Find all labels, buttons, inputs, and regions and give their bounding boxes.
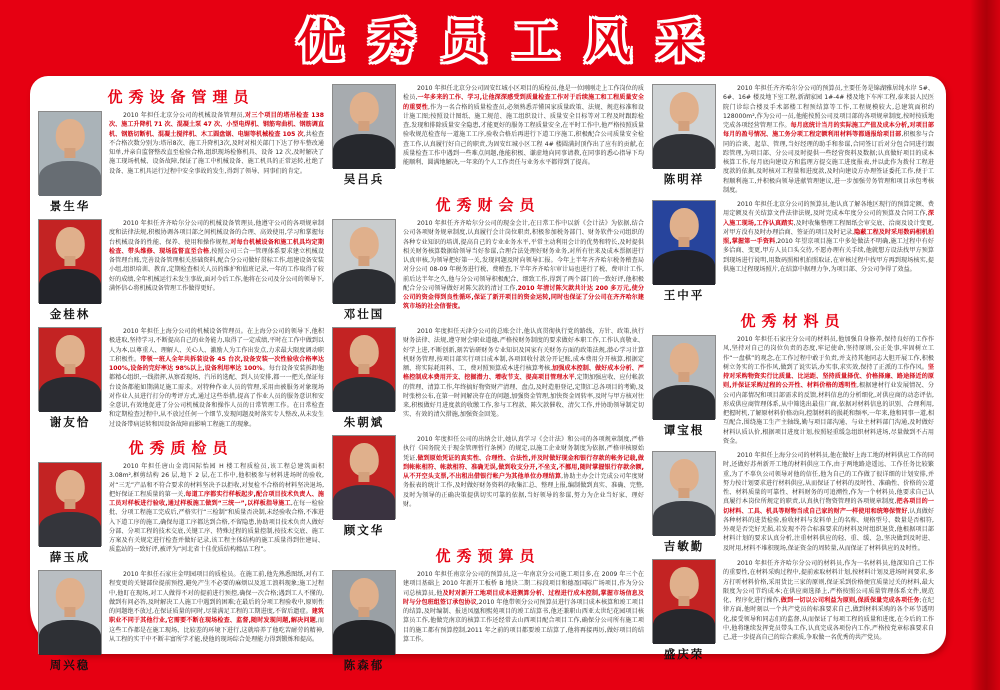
employee-description — [723, 200, 934, 303]
employee-photo-block — [38, 462, 102, 565]
employee-entry — [652, 84, 934, 195]
body-text: 2010 年担任齐齐哈尔分公司的预算员,主要任务是锦湖雅居纯水岸 5#、6#、16# 楼及地下室工程,新湖家园 1#-4# 楼及地下车库工程,泰来县人民医院门诊综合楼及手术部楼工程预结算等工作,工程规模较大,总建筑面积约 128000m²,作为公司一员,他能按照公司及项目部的各项规章制度,按时按质地完成各项经营管理工作。 — [723, 85, 934, 129]
body-text: 2010 年担任齐齐哈尔分公司的机械设备管理员,他遵守公司的各项规章制度和法律法规,积极协调各项目部之间机械设备的合理、高效使用,学习和掌握每台机械设备的性能、保养、使用和操作规程, — [109, 220, 324, 246]
employee-description — [403, 84, 644, 187]
employee-photo-block — [38, 327, 102, 430]
portrait-neck-shape — [678, 596, 689, 606]
employee-entry — [652, 335, 934, 446]
employee-name: 谭宝根 — [663, 423, 705, 437]
employee-entry — [38, 219, 324, 322]
section-header: 优秀质检员 — [128, 439, 234, 457]
portrait-torso-shape — [653, 385, 715, 419]
right-edge-strip — [970, 0, 1000, 690]
highlighted-text: 带领一班人全年共拆装设备 45 台次,设备安装一次性验收合格率达 100%,设备的完好率达 98%以上,设备利用率达 100% — [109, 355, 324, 372]
portrait-torso-shape — [39, 269, 101, 303]
portrait-neck-shape — [358, 364, 369, 374]
portrait-torso-shape — [653, 501, 715, 535]
body-text: 2010 年担任上海分公司的机械设备管理员。在上海分公司的领导下,他积极进取,坚持学习,不断提高自己的业务能力,取得了一定成绩,平时在工作中做到以人为本,以尊重人、理解人、关心人、激励人为工作出发点,力求最大限度调动职工积极性。 — [109, 328, 324, 363]
employee-photo-block — [652, 84, 716, 195]
employee-description — [403, 435, 644, 538]
body-text: ,定期加强应收、应付帐款的管理、清算工作,年终搞好物资财产清理、盘点,及时造册登记,定期汇总各项目的考勤,及时张榜公布,在第一时间解决存在的问题,加强资金管理,加快资金周转率,及时与甲方核对往来,积极做好月进度款的收缴工作,参与工程款、陈欠款催收、清欠工作,并协助领导制定切实、有效的清欠措施,加强资金回笼。 — [403, 374, 645, 419]
portrait-neck-shape — [64, 499, 75, 509]
employee-photo — [652, 200, 716, 284]
employee-description — [109, 219, 324, 322]
body-text: 2010 年担任石家庄金明园项目的质检员。在施工前,他先熟悉图纸,对有工程变更的关键部位提前预控,避免产生不必要的麻烦以及返工浪料现象;施工过程中,他盯在现场,对工人做得不对的提前进行预控,确保一次合格;遇到工人不懂的,做到有问必答,及时解决工人施工中遇到的困难;在最后的分项工程验收中,原则性的问题绝不放过,在保证质量的同时,尽量满足工程的工期进度,不留后遗症。 — [109, 571, 324, 615]
portrait-torso-shape — [39, 377, 101, 411]
employee-name: 谢友恰 — [49, 415, 91, 429]
employee-name: 薛玉成 — [49, 550, 91, 564]
employee-entry — [332, 327, 644, 430]
employee-description — [403, 570, 644, 673]
employee-photo-block — [652, 335, 716, 446]
portrait-neck-shape — [64, 364, 75, 374]
highlighted-text: 坚持对采购物资实行比质量、比运距、坚持质量择优、价格择廉、路途择近的原则,并保证采购过程的公开性、材料价格的透明性 — [723, 363, 934, 390]
body-text: ,及时收集整理工程图纸会审交底、洽商及设计变更,对甲方没有及时办理洽商、签证的项目及时记录, — [723, 219, 934, 236]
employee-name: 吉敏勤 — [663, 539, 705, 553]
employee-name: 吴吕兵 — [343, 172, 385, 186]
employee-photo — [652, 335, 716, 419]
employee-entry — [652, 559, 934, 662]
employee-photo — [652, 559, 716, 643]
employee-photo-block — [38, 219, 102, 322]
body-text: 2010 年担任上海分公司的材料员,他在做好上海工地的材料供应工作的同时,还做好苏州新开工地的材料供应工作,由于两地路途遥远、工作任务比较繁重,为了不辜负公司领导对他的信任,他为自己的工作做了很详细的计划安排,并努力按计划要求进行材料供应,从而保证了材料的及时性、准确性、价格的公道性、材料质量的可靠性、材料财务的可追溯性,作为一个材料员,他要求自己认真履行本岗位所规定的职责,认真执行物资管理的各项规章制度, — [723, 452, 934, 506]
highlighted-text: 隐蔽工程及时采用数码相机拍照,掌握第一手资料 — [723, 228, 935, 245]
content-panel — [30, 76, 946, 672]
highlighted-text: 建筑职业不同于其他行业,它需要不断在现场检查、监督,随时发现问题,解决问题 — [109, 608, 325, 625]
body-text: 2010 年担任北京分公司固安红城小区项目的质检员,他是一位刚刚走上工作岗位的质检员, — [403, 85, 644, 102]
body-text: 2010 年担任石家庄分公司的材料员,他加强自身修养,保持良好的工作作风,坚持对自己的岗位负责的态度,牢记使命,坚持原则,公正处事,牢固树立工作“一盘棋”的观念,在工作过程中敢于负责,并支持其他同志大胆开展工作,积极树立务实的工作作风,做到了说实话,办实事,求实效,保持了正派的工作作风。 — [723, 336, 934, 371]
section-header: 优秀材料员 — [740, 312, 846, 330]
employee-photo-block — [332, 84, 396, 187]
employee-entry — [332, 570, 644, 673]
employee-photo-block — [332, 219, 396, 322]
body-text: 2010 年担任齐齐哈尔分公司的材料员,作为一名材料员,他深知自己工作的重要性,在材料采购过程中,提前索取材料计划,按材料计划及进场时间要求,多方打听材料价格,采用货比三家的原则,保证采到价格便宜质量过关的材料,最大限度为公司节约成本;在供应商选择上,严格按照公司质量管理体系文件,规范化、程序化进行操作, — [723, 560, 934, 604]
employee-description — [403, 219, 644, 322]
employee-photo — [332, 219, 396, 303]
section-header: 优秀预算员 — [435, 547, 541, 565]
portrait-torso-shape — [333, 620, 395, 654]
highlighted-text: 对三个项目的塔吊检查 138 次、施工升降机 71 次、混凝土泵 47 次、小型电焊机、钢筋弯曲机、钢筋调直机、钢筋切断机、混凝土搅拌机、木工圆盘锯、电锯等机械检查 105 次 — [109, 112, 324, 138]
portrait-torso-shape — [39, 161, 101, 195]
employee-name: 陈森郁 — [343, 658, 385, 672]
portrait-neck-shape — [64, 148, 75, 158]
employee-description — [109, 570, 324, 673]
employee-photo — [38, 219, 102, 303]
body-text: 2010 年担任唐山金湾国际怡园 H 楼工程质检员,该工程总建筑面积 3.08m²,框剪结构 26 层,地下 2 层,在工作中,他积极参与材料进场时的验收,对“三无”产品和不符合要求的材料坚决予以拒收,对复检不合格的材料坚决退场,把好保证工程质量的第一关, — [109, 463, 324, 498]
body-text: ,认真做好各种材料的进货检验,验收材料与发料单上的名称、规格型号、数量是否相符,外观是否完好无损,若发现不符合标准要求的材料及时组织退货,他根据项目部材料计划的要求认真分析,注重材料供应的轻、重、缓、急,坚决做到及时进、及时用,材料不堆积现场,保证资金的周转量,从而保证了材料供应的及时性。 — [723, 507, 935, 552]
employee-photo-block — [652, 200, 716, 303]
body-text: ,2010 年望京项目施工中多处做法不明确,施工过程中有好多洽商、变更,甲方人员口头交待,不愿办理有关手续,他就想方设法找甲方预算到现场进行说明,用数码照相机拍照取证,在审核过程中找甲方再到现场核实,提供施工过程现场照片,在结算中据理力争,为项目部、分公司争得了效益。 — [723, 238, 934, 273]
body-text: ,在每一检验批、分项工程施工完成后,严格实行“三检制”和质量否决制,未经验收合格,不准进入下道工序的施工,确保每道工序都达到合格,不留隐患,协助项目技术负责人做好分部、分项工程的技术交底,关键工序、特殊过程的质量控制,按技术交底、施工方案及有关规定进行检查并做好记录,该工程主体结构的施工质量得到住建局、质监站的一致好评,被评为“河北省十佳优质结构精品工程”。 — [109, 500, 325, 554]
portrait-torso-shape — [333, 269, 395, 303]
body-text: ;在纪律方面,他时刻以一个共产党员的标准要求自己,做到材料采购的各个环节透明化,接受领导和同志们的监督,从而保证了每项工程的质量和进度,在今后的工作中,他将继续发挥党员带头工作,认真完成各项份内工作,严格按党章标准要求自己,进一步提高自己的综合素质,争取做一名优秀的共产党员。 — [723, 597, 934, 641]
body-text: ,共检查不合格次数分别为:塔吊8次、施工升降机3次,及时对相关部门下达了停车整改通知单,并亲自监督整改直至检验合格,组织现场检修机具、设备 12 次,及时解决了施工现场机械、设备故障,保证了施工中机械设备、施工机具的正常运转,杜绝了设备、施工机具运行过程中安全事故的发生,得到了领导、同事们的肯定。 — [109, 130, 325, 175]
employee-photo — [332, 435, 396, 519]
employee-description — [723, 335, 934, 446]
employee-description — [109, 111, 324, 214]
column-middle — [332, 84, 645, 672]
body-text: ,按照公司三合一管理体系要求建立机械设备管理台账,完善设备管理相关基础资料,配合分公司做好贯标工作,组建设备安装小组,组织培训、教育,定期检查相关人员的维护和值班记录,一年的工作取得了较好的成绩,全年机械运行未发生事故,面对今后工作,他将在公司及分公司的领导下,满怀信心将机械设备管理工作做得更好。 — [109, 247, 325, 292]
employee-entry — [38, 327, 324, 430]
employee-photo — [652, 451, 716, 535]
employee-entry — [38, 111, 324, 214]
section-header: 优秀设备管理员 — [107, 88, 255, 106]
section-header: 优秀财会员 — [435, 196, 541, 214]
employee-name: 朱朝斌 — [343, 415, 385, 429]
portrait-neck-shape — [678, 372, 689, 382]
employee-name: 金桂林 — [49, 307, 91, 321]
portrait-neck-shape — [678, 488, 689, 498]
portrait-torso-shape — [653, 609, 715, 643]
employee-entry — [332, 219, 644, 322]
highlighted-text: 每道工序都实行样板起步,配合项目技术负责人、施工员对样板进行验收,通过样板施工做到“三统一”,以样板指导施工 — [109, 490, 324, 507]
employee-name: 陈明祥 — [663, 172, 705, 186]
employee-photo — [38, 462, 102, 546]
body-text: 2010 年担任南京分公司的预算员,这一年南京分公司施工项目多,在 2009 年三个在建项目基础上 2010 年新开工板桥 B 地块二期二标段项目和德盈国际广场项目,作为分公司总核算员,他 — [403, 571, 644, 597]
employee-entry — [332, 84, 644, 187]
employee-entry — [38, 570, 324, 673]
employee-name: 顾文华 — [343, 523, 385, 537]
body-text: ,而这些工作都是在施工现场、比较差的环境下进行,这就培养了他吃苦耐劳的精神,从工程的实干中不断丰富所学才能,使他的现场综合处理能力得到锻炼和提高。 — [109, 617, 324, 643]
employee-name: 盛庆荣 — [663, 647, 705, 661]
employee-entry — [652, 451, 934, 554]
highlighted-text: 做到一切以公司利益为原则,保质保量完成各项任务 — [780, 597, 920, 604]
portrait-neck-shape — [678, 121, 689, 131]
body-text: 2010 年担任齐齐哈尔分公司的现金会计,在日常工作中以新《会计法》为依据,结合公司各项财务规章制度,认真履行会计岗位职责,积极参加税务部门、财务软件公司组织的各种专业知识的培训,提高自己的专业业务水平,平常主动利用会计的优势和特长,及时提供相关财务核算数据给领导当好参谋,合理合法处理好财务业务,对所有往来及成本票据进行认真审核,为领导把好第一关,发现问题及时向领导汇报。今年上半年齐齐哈尔税务稽查局对分公司 08-09 年税务进行税、费稽查,下半年齐齐哈尔审计局也进行了税、费审计工作,前后达半年之久,他与分公司领导积极配合、细致工作,得到了两个部门的一致好评,他积极配合分公司领导做好对陈欠款的清讨工作, — [403, 220, 644, 292]
highlighted-text: 一年多来的工作、学习,让他深深感受到质量检查工作对于后续施工和工程质量安全的重要性 — [403, 94, 644, 111]
portrait-torso-shape — [333, 134, 395, 168]
highlighted-text: 把各项目的一切材料、工具、机具等财物当成自己家的财产一样使用和统筹保管好 — [723, 498, 935, 515]
employee-photo — [332, 84, 396, 168]
body-text: ,积极参与合同的洽谈、起草、管理,当好经理的助手和参谋,合同签订后对分包合同进行跟踪管理,为项目部、分公司及时提供一些经营资料及数据;认真做好项目的成本核算工作,每月底向建设方和监理方提交施工进度报表,并以此作为拨付工程进度款的依据,及时核对工程量和进度款,及时向建设方办理签证委托工作,便于工程顺利施工,并积极向领导进献管理建议,进一步加强劳务管理和项目承包考核制度。 — [723, 131, 935, 194]
employee-description — [723, 451, 934, 554]
employee-description — [109, 462, 324, 565]
body-text: 2010 年担任北京分公司的机械设备管理员, — [123, 112, 245, 119]
portrait-neck-shape — [358, 256, 369, 266]
body-text: 2010 年担任北京分公司的预算员,他认真了解各地区现行的预算定额、费用定额及有关结算文件法律法规,及时完成本年度分公司的预算及合同工作, — [723, 201, 934, 218]
employee-photo — [332, 570, 396, 654]
highlighted-text: 做到原始凭证的真实性、合理性、合法性,并及时做好现金和银行存款的帐务记载,做到帐帐相符、帐款相符、准确无误,做到收支分开,不坐支,不挪用,随时掌握银行存款余额,从不开空头支票,不出租出借银行帐户为其他单位办理结算 — [403, 454, 645, 480]
employee-entry — [652, 200, 934, 303]
portrait-neck-shape — [358, 472, 369, 482]
employee-photo-block — [332, 327, 396, 430]
employee-description — [403, 327, 644, 430]
portrait-torso-shape — [653, 250, 715, 284]
body-text: ,根据建材行业发展情况、分公司内部情况和项目部需求的反馈,材料信息的分析细化,对供应商的动态评估,形成供应商管理体系,从中筛选出最佳厂商,依据对材料信息的识别、合理利用,把握时机,了解原材料价格动向,控制材料的损耗和频率,一年来,他和同事一道,相互配合,围绕施工生产主轴线,勤与项目部沟通、与业主材料部门沟通,及时做好材料认质认价,根据项目进度计划,按照轻重缓急组织材料进场,尽量做到不占用资金。 — [723, 382, 934, 445]
employee-description — [723, 84, 934, 195]
portrait-neck-shape — [678, 237, 689, 247]
employee-description — [723, 559, 934, 662]
employee-photo — [332, 327, 396, 411]
employee-photo-block — [652, 451, 716, 554]
employee-photo — [38, 327, 102, 411]
portrait-torso-shape — [39, 620, 101, 654]
body-text: ,协助主办会计完成公司年度财务报表的统计工作,及时做好财务资料的收集汇总、整理上报,编制做到真实、准确、完整,及时为领导的正确决策提供切实可靠的依据,当好领导的参谋,努力为企业当好家、理好财。 — [403, 473, 644, 508]
portrait-neck-shape — [64, 607, 75, 617]
body-text: ,2010 年他带领分公司预算员进行各项目成本核算和竣工项目的结算,及时编制、报送凤凰和熙苑项目的竣工结算书,他还兼职山西亚太世纪花园项目核算员工作,他做完南京的核算工作还经常去山西项目配合项目工作,确保分公司所有施工项目的施工都有预算控制,2011 年之前的项目都要竣工结算了,他将再接再厉,做好项目的结算工作。 — [403, 598, 644, 643]
portrait-neck-shape — [358, 121, 369, 131]
highlighted-text: 及时对新开工地项目成本进测算分析、过程进行成本控制,掌握市场信息及时与分包班组签订承包协议 — [403, 589, 644, 606]
highlighted-text: 深入施工现场,工作认真踏实 — [723, 210, 935, 227]
employee-photo-block — [38, 111, 102, 214]
employee-name: 周兴稳 — [49, 658, 91, 672]
portrait-torso-shape — [333, 377, 395, 411]
employee-name: 王中平 — [663, 288, 705, 302]
employee-photo-block — [332, 435, 396, 538]
employee-photo — [652, 84, 716, 168]
body-text: 2010 年度担任公司的出纳会计,她认真学习《会计法》和公司的各项规章制度,严格执行《国务院关于现金管理暂行条例》的规定,以施工企业财务制度为依据,严格审核原始凭证, — [403, 436, 644, 462]
body-text: 。每台设备安装拆卸他都精心组织,一线指挥,从察看现场、汽吊的选配、到人员安排,都一一把关,保证每台设备都能如期满足施工需求。对特种作业人员的管理,采用由被服务对象现场对作业人员进行打分的考评方式,通过这些举措,提高了作业人员的服务意识和安全意识,有效地促进了分公司机械设备和操作人员的日常管理工作。在日常检查和定期检查过程中,从不放过任何一个细节,发现问题及时落实专人整改,从未发生过设备带病运转和因设备故障而影响工程施工的现象。 — [109, 365, 324, 428]
employee-description — [109, 327, 324, 430]
employee-photo-block — [332, 570, 396, 673]
column-right — [652, 84, 935, 661]
body-text: 2010 年度担任天津分公司的总账会计,他认真贯彻执行党的路线、方针、政策,执行财务法律、法规,遵守财会职业道德,严格按财务制度的要求做好本职工作,工作认真敬业、好学上进,不断创新,刻苦钻研财务专业知识及国家有关财务方面的政策法规,潜心学习计算机财务管理,按项目部实行项目成本制,各项回收付款分开记账,成本费用分开核算,根据定额、将实际耗用料、工、费对照预算成本进行核算考核, — [403, 328, 644, 372]
employee-entry — [38, 462, 324, 565]
body-text: ,作为一名合格的质量检查员,必须熟悉弄懂国家质量政策、法规、规范标准和设计施工图;按照设计图纸、施工规范、施工组织设计、质量安全目标等对工程及时跟踪检查,发现和排除质量安全隐患,才能更好的服务工程质量安全,在平时工作中,他严格按照质量验收规范检查每一道施工工序,验收合格后再进行下道工序施工,积极配合公司质量安全检查工作,认真履行好自己的职责,为固安红城小区工程 4# 楼圆满封顶作出了应有的贡献,在质量检查工作中遇到一些难点问题,他能积极、谦虚地向同事请教,在同事的悉心指导下均能顺利、圆满地解决,一年来的个人工作责任与业务水平都得到了提高。 — [403, 103, 645, 166]
highlighted-text: 对每台机械设备和施工机具均定期检查、带头维修、现场监督直至合格 — [109, 238, 325, 255]
portrait-neck-shape — [64, 256, 75, 266]
employee-name: 景生华 — [49, 199, 91, 213]
highlighted-text: 加强成本控制、做好成本分析、严格控制成本费用开支、挖掘潜力、增收节支、提高项目管理水平 — [403, 365, 645, 382]
employee-photo — [38, 570, 102, 654]
employee-name: 邓壮国 — [343, 307, 385, 321]
highlighted-text: 2010 年清讨陈欠款共计达 200 多万元,使分公司的资金得到良性循环,保证了新开项目的资金运转,同时也保证了分公司在齐齐哈尔建筑市场的社会信誉度。 — [403, 284, 644, 311]
poster-title: 优秀员工风采 — [297, 14, 729, 68]
employee-entry — [332, 435, 644, 538]
portrait-torso-shape — [653, 134, 715, 168]
highlighted-text: 每月底统计当月的实际施工产值及成本分析,对项目部每月的盈号情况、施工务分项工程定额利用材料等都通报给项目部 — [723, 122, 934, 139]
portrait-torso-shape — [39, 512, 101, 546]
column-left — [38, 84, 325, 672]
employee-photo-block — [652, 559, 716, 662]
portrait-torso-shape — [333, 485, 395, 519]
employee-photo — [38, 111, 102, 195]
portrait-neck-shape — [358, 607, 369, 617]
employee-photo-block — [38, 570, 102, 673]
